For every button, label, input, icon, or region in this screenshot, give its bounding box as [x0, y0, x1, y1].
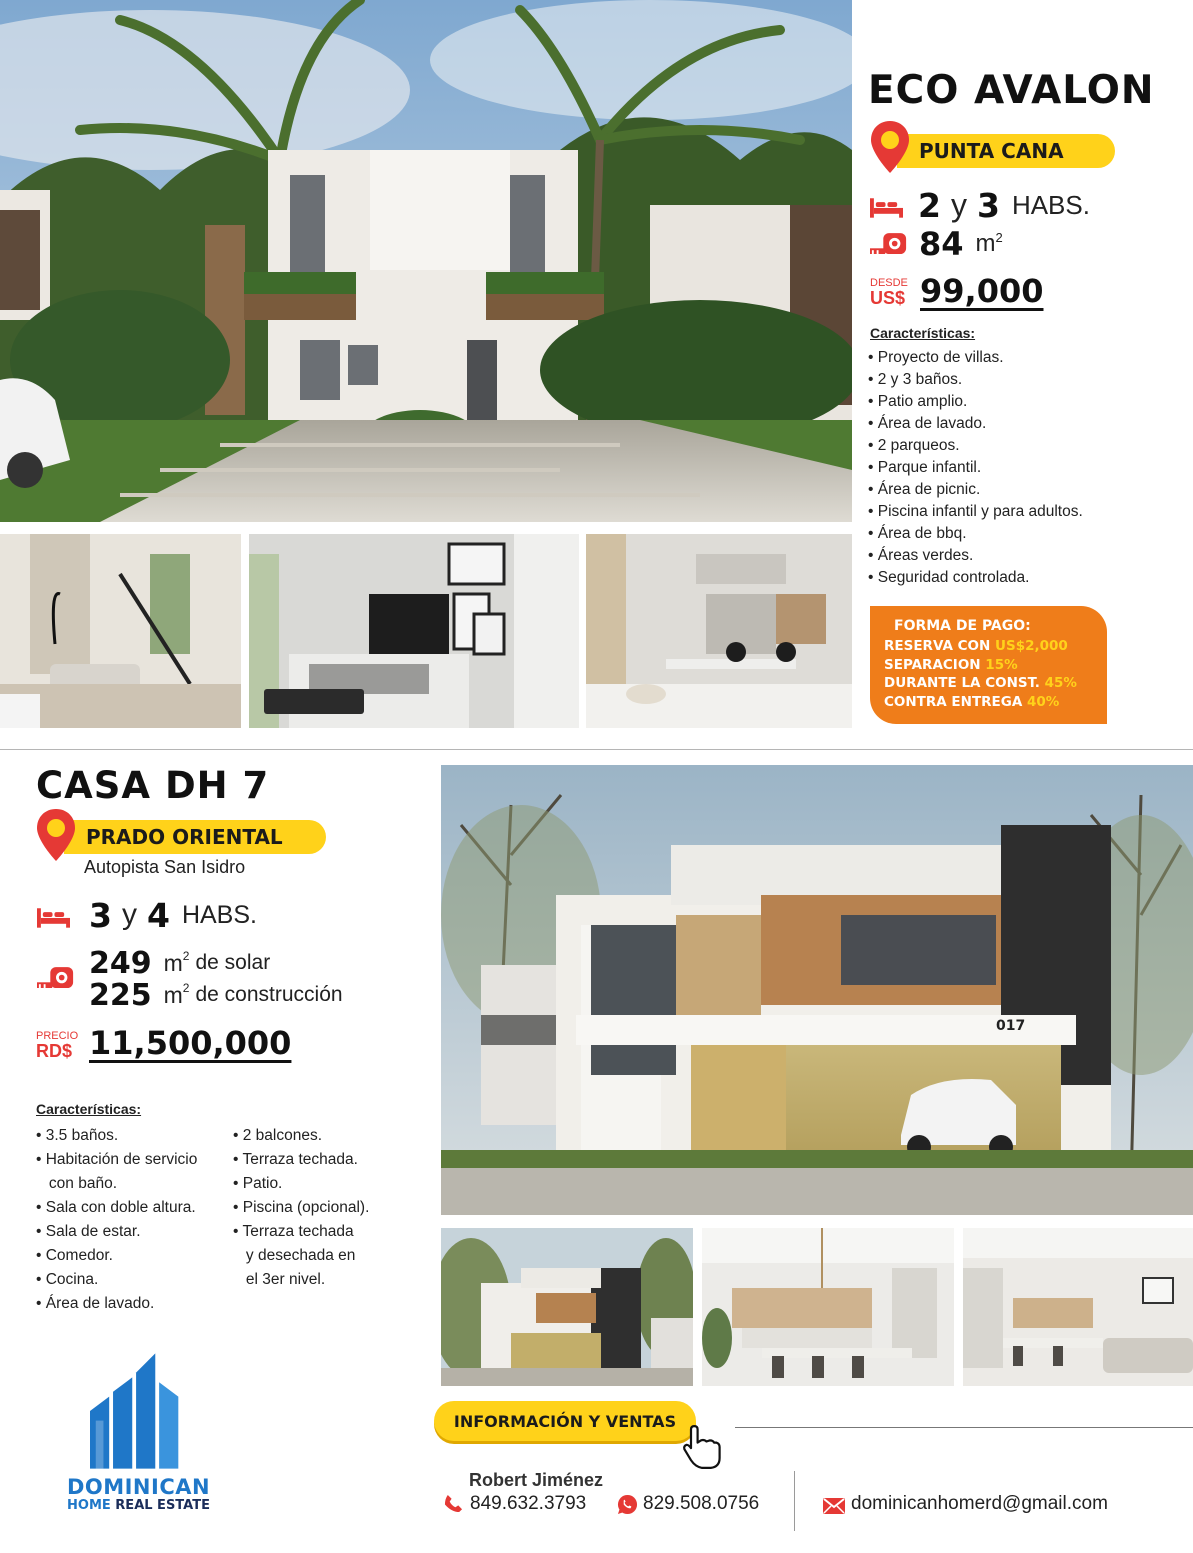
- casa-dh7-hero-image: [441, 765, 1193, 1215]
- feature-item: • Piscina (opcional).: [233, 1199, 370, 1216]
- feature-item: • Sala con doble altura.: [36, 1199, 196, 1216]
- section-divider: [0, 749, 1193, 750]
- eco-avalon-living-room-image: [0, 534, 241, 728]
- casa-rooms-unit: HABS.: [181, 900, 257, 929]
- eco-avalon-bedroom-image: [249, 534, 579, 728]
- payment-line-construccion: DURANTE LA CONST. 45%: [884, 675, 1077, 691]
- eco-avalon-price: 99,000: [920, 272, 1044, 310]
- feature-item: el 3er nivel.: [233, 1271, 326, 1288]
- eco-price-label-currency: US$: [870, 288, 906, 308]
- feature-item: • Terraza techada.: [233, 1151, 358, 1168]
- casa-dh7-exterior-image: [441, 1228, 693, 1386]
- feature-item: • 2 balcones.: [233, 1127, 323, 1144]
- feature-item: • Habitación de servicio: [36, 1151, 198, 1168]
- casa-rooms-b: 4: [146, 895, 170, 935]
- payment-line-separacion: SEPARACION 15%: [884, 656, 1018, 673]
- feature-item: • Patio.: [233, 1175, 283, 1192]
- info-sales-button[interactable]: INFORMACIÓN Y VENTAS: [434, 1401, 696, 1441]
- casa-dh7-sublocation: Autopista San Isidro: [84, 857, 246, 877]
- casa-dh7-dining-kitchen-image: [702, 1228, 954, 1386]
- location-pin-icon: [36, 808, 76, 862]
- contact-divider: [735, 1427, 1193, 1428]
- eco-rooms-a: 2: [918, 185, 941, 225]
- email-icon: [823, 1498, 845, 1514]
- location-pin-icon: [870, 120, 910, 174]
- casa-rooms-y: y: [121, 898, 137, 931]
- eco-avalon-area: [919, 223, 1003, 265]
- feature-item: con baño.: [36, 1175, 118, 1192]
- contact-separator: [794, 1471, 795, 1531]
- casa-dh7-price: 11,500,000: [89, 1024, 292, 1062]
- feature-item: • 2 parqueos.: [868, 437, 960, 454]
- feature-item: • Piscina infantil y para adultos.: [868, 503, 1083, 520]
- casa-features-list-right: [233, 1124, 369, 1292]
- eco-avalon-bedrooms: [918, 183, 1090, 227]
- contact-whatsapp[interactable]: 829.508.0756: [643, 1493, 760, 1514]
- eco-payment-box: [870, 606, 1107, 724]
- feature-item: • Comedor.: [36, 1247, 113, 1264]
- eco-area-sup: 2: [995, 229, 1003, 245]
- casa-price-label-currency: RD$: [36, 1041, 73, 1061]
- tape-measure-icon: [870, 231, 908, 258]
- tape-measure-icon: [37, 965, 75, 992]
- contact-phone[interactable]: 849.632.3793: [470, 1493, 587, 1514]
- feature-item: • Terraza techada: [233, 1223, 354, 1240]
- casa-dh7-location: PRADO ORIENTAL: [86, 825, 283, 849]
- casa-area2-value: 225: [89, 977, 152, 1013]
- eco-features-list: [868, 347, 1083, 589]
- eco-avalon-hero-image: [0, 0, 852, 522]
- eco-avalon-location-badge: [897, 134, 1115, 168]
- brand-name-line1: DOMINICAN: [66, 1475, 211, 1499]
- casa-dh7-living-room-image: [963, 1228, 1193, 1386]
- eco-rooms-y: y: [950, 186, 967, 223]
- feature-item: • 3.5 baños.: [36, 1127, 119, 1144]
- eco-price-label-top: DESDE: [870, 277, 908, 289]
- bed-icon: [870, 196, 903, 218]
- feature-item: • Seguridad controlada.: [868, 569, 1030, 586]
- casa-dh7-built-area: 225 m $^2$ de construcción: [89, 977, 343, 1013]
- eco-rooms-unit: HABS.: [1011, 189, 1090, 220]
- contact-name: Robert Jiménez: [469, 1470, 604, 1490]
- brand-name-line2: HOME REAL ESTATE: [67, 1498, 210, 1513]
- feature-item: • Cocina.: [36, 1271, 99, 1288]
- eco-features-title: Características:: [870, 325, 976, 341]
- payment-line-entrega: CONTRA ENTREGA 40%: [884, 693, 1060, 710]
- feature-item: • Parque infantil.: [868, 459, 982, 476]
- dominican-home-logo: [90, 1352, 186, 1470]
- casa-rooms-a: 3: [89, 895, 112, 935]
- casa-area2-unit: m: [163, 981, 183, 1008]
- feature-item: • Áreas verdes.: [868, 547, 974, 564]
- feature-item: • 2 y 3 baños.: [868, 371, 963, 388]
- feature-item: • Patio amplio.: [868, 393, 968, 410]
- feature-item: • Sala de estar.: [36, 1223, 141, 1240]
- casa-area1-label: de solar: [195, 951, 271, 974]
- eco-area-value: 84: [919, 225, 964, 263]
- eco-area-unit: m: [975, 230, 996, 257]
- feature-item: • Área de bbq.: [868, 525, 967, 542]
- feature-item: y desechada en: [233, 1247, 356, 1264]
- casa-area1-unit: m: [163, 949, 183, 976]
- casa-area1-value: 249: [89, 945, 152, 981]
- casa-features-title: Características:: [36, 1101, 142, 1117]
- bed-icon: [37, 906, 70, 928]
- feature-item: • Área de lavado.: [868, 415, 987, 432]
- feature-item: • Proyecto de villas.: [868, 349, 1004, 366]
- contact-email[interactable]: dominicanhomerd@gmail.com: [851, 1493, 1108, 1514]
- casa-dh7-location-badge: [64, 820, 326, 854]
- casa-area2-label: de construcción: [195, 983, 343, 1006]
- eco-avalon-kitchen-image: [586, 534, 852, 728]
- feature-item: • Área de lavado.: [36, 1295, 155, 1312]
- house-number-text: 017: [996, 1018, 1026, 1034]
- whatsapp-icon: [617, 1494, 638, 1515]
- payment-title: FORMA DE PAGO:: [894, 618, 1031, 634]
- hand-pointer-icon: [680, 1425, 724, 1469]
- payment-line-reserva: RESERVA CON US$2,000: [884, 638, 1068, 654]
- casa-features-list-left: [36, 1124, 197, 1316]
- casa-dh7-lot-area: 249 m $^2$ de solar: [89, 945, 271, 981]
- eco-avalon-title: ECO AVALON: [868, 68, 1155, 113]
- casa-price-label-top: PRECIO: [36, 1030, 79, 1042]
- casa-dh7-title: CASA DH 7: [36, 764, 270, 807]
- feature-item: • Área de picnic.: [868, 481, 981, 498]
- casa-dh7-bedrooms: [89, 893, 257, 937]
- eco-rooms-b: 3: [976, 185, 1000, 225]
- eco-avalon-location: PUNTA CANA: [919, 139, 1064, 163]
- phone-icon: [444, 1494, 463, 1513]
